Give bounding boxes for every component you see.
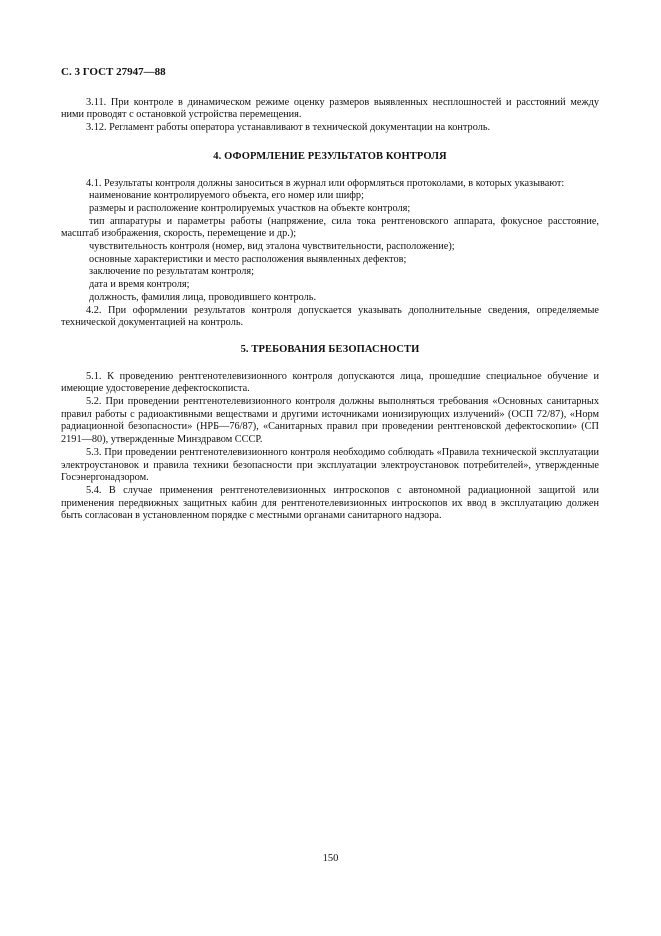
list-item: чувствительность контроля (номер, вид эталона чувствительности, расположение); (89, 241, 455, 253)
list-item: заключение по результатам контроля; (89, 266, 254, 278)
paragraph-5-3: 5.3. При проведении рентгенотелевизионного контроля необходимо соблюдать «Правила технической эксплуатации электроустановок и правила техники безопасности при эксплуатации электроустановок потребителей», утвержденные Госэнергонадзором. (61, 446, 599, 484)
document-page (61, 66, 599, 523)
list-item: должность, фамилия лица, проводившего контроль. (89, 291, 317, 303)
paragraph-4-1: 4.1. Результаты контроля должны заноситься в журнал или оформляться протоколами, в которых указывают: (86, 177, 565, 189)
paragraph-5-1: 5.1. К проведению рентгенотелевизионного контроля допускаются лица, прошедшие специальное обучение и имеющие удостоверение дефектоскописта. (61, 370, 599, 395)
list-item: основные характеристики и место расположения выявленных дефектов; (89, 253, 407, 265)
paragraph-5-4: 5.4. В случае применения рентгенотелевизионных интроскопов с автономной радиационной защитой или применения передвижных защитных кабин для рентгенотелевизионных интроскопов их ввод в эксплуатацию должен быть согласован в установленном порядке с местными органами санитарного надзора. (61, 484, 599, 522)
paragraph-3-11: 3.11. При контроле в динамическом режиме оценку размеров выявленных несплошностей и расстояний между ними проводят с остановкой устройства перемещения. (61, 96, 599, 121)
paragraph-5-2: 5.2. При проведении рентгенотелевизионного контроля должны выполняться требования «Основных санитарных правил работы с радиоактивными веществами и другими источниками ионизирующих излучений» (ОСП 72/87), «Норм радиационной безопасности» (НРБ—76/87), «Санитарных правил при проведении рентгеновской дефектоскопии» (СП 2191—80), утвержденные Минздравом СССР. (61, 396, 599, 446)
paragraph-3-12: 3.12. Регламент работы оператора устанавливают в технической документации на контроль. (86, 122, 491, 134)
list-item: наименование контролируемого объекта, его номер или шифр; (89, 190, 364, 202)
list-item: размеры и расположение контролируемых участков на объекте контроля; (89, 202, 411, 214)
section-4-title: 4. ОФОРМЛЕНИЕ РЕЗУЛЬТАТОВ КОНТРОЛЯ (213, 150, 447, 162)
paragraph-4-2: 4.2. При оформлении результатов контроля допускается указывать дополнительные сведения, определяемые технической документацией на контроль. (61, 304, 599, 329)
page-header: С. 3 ГОСТ 27947—88 (61, 66, 166, 78)
list-item: тип аппаратуры и параметры работы (напряжение, сила тока рентгеновского аппарата, фокусное расстояние, масштаб изображения, скорость, перемещение и др.); (61, 215, 599, 240)
section-5-title: 5. ТРЕБОВАНИЯ БЕЗОПАСНОСТИ (240, 343, 420, 355)
list-item: дата и время контроля; (89, 279, 190, 291)
page-number: 150 (322, 853, 339, 864)
